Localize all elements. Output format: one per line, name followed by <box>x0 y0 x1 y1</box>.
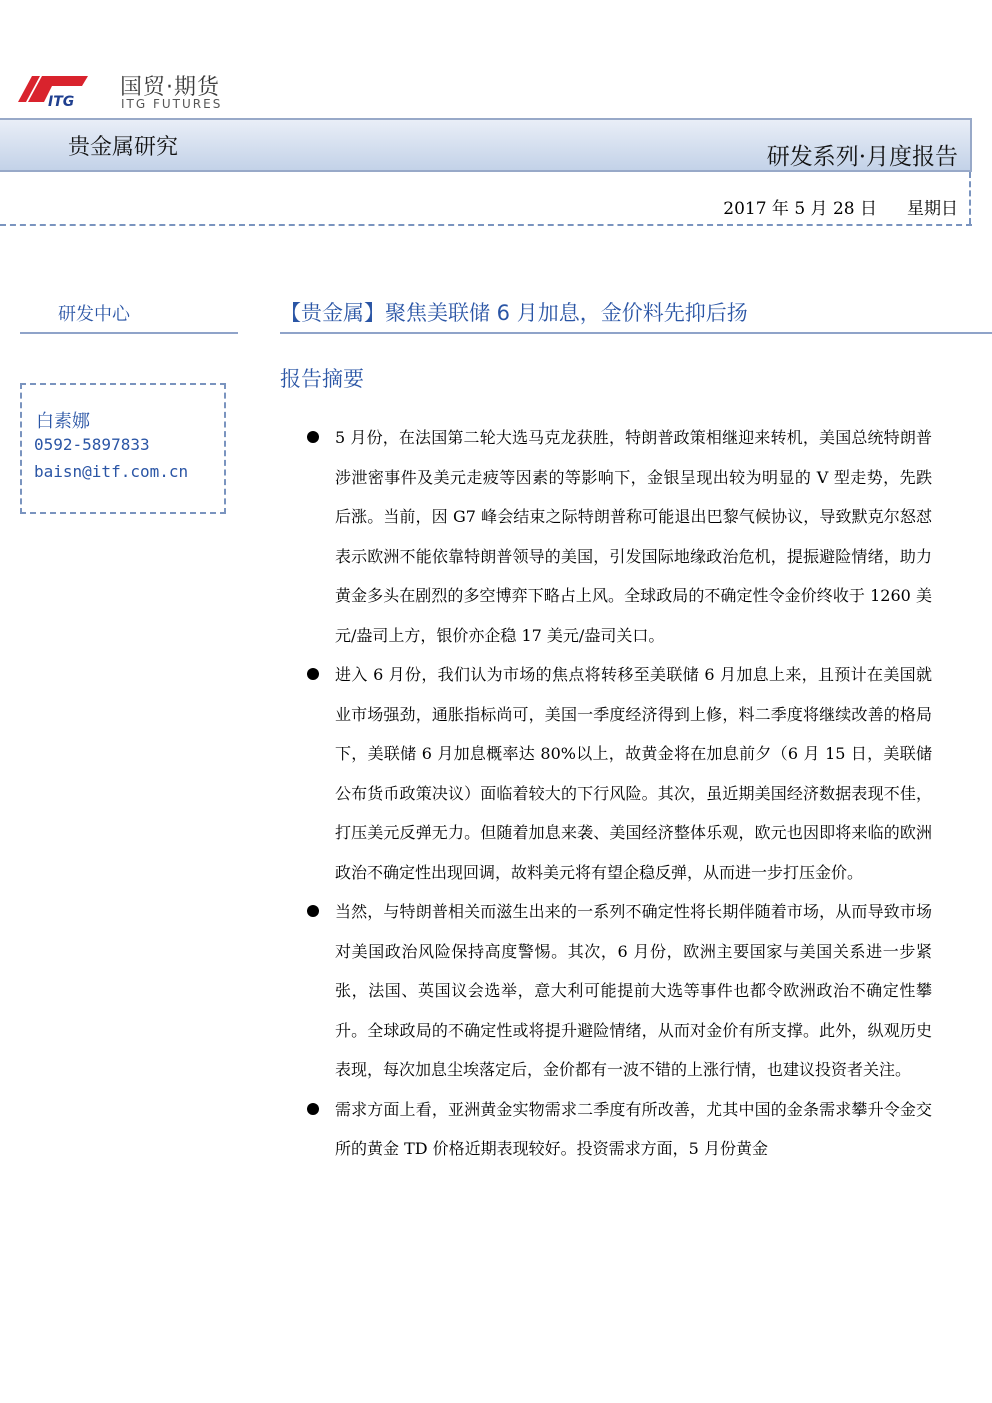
summary-paragraph <box>306 655 932 892</box>
paragraph-text: 进入 6 月份，我们认为市场的焦点将转移至美联储 6 月加息上来，且预计在美国就业市场强劲，通胀指标尚可，美国一季度经济得到上修，料二季度将继续改善的格局下，美联储 6 月加息概率达 80%以上，故黄金将在加息前夕（6 月 15 日，美联储公布货币政策决议）面临着较大的下行风险。其次，虽近期美国经济数据表现不佳，打压美元反弹无力。但随着加息来袭、美国经济整体乐观，欧元也因即将来临的欧洲政治不确定性出现回调，故料美元将有望企稳反弹，从而进一步打压金价。 <box>335 665 932 882</box>
company-logo <box>18 70 223 112</box>
summary-list <box>306 418 932 1169</box>
analyst-phone: 0592-5897833 <box>34 435 150 454</box>
summary-paragraph <box>306 418 932 655</box>
date-divider-horizontal <box>0 224 972 226</box>
bullet-icon <box>307 668 319 680</box>
contact-box <box>20 383 226 514</box>
title-rule <box>280 332 992 334</box>
logo-english-name: ITG FUTURES <box>121 97 223 111</box>
header-banner <box>0 118 972 172</box>
bullet-icon <box>307 1103 319 1115</box>
date-divider-vertical <box>969 172 971 224</box>
report-series: 研发系列·月度报告 <box>766 144 958 170</box>
report-title: 【贵金属】聚焦美联储 6 月加息，金价料先抑后扬 <box>280 301 748 325</box>
bullet-icon <box>307 431 319 443</box>
report-category: 贵金属研究 <box>68 135 179 160</box>
sidebar-title: 研发中心 <box>58 304 130 325</box>
logo-mark-text: ITG <box>48 94 75 110</box>
report-date <box>723 194 958 219</box>
paragraph-text: 5 月份，在法国第二轮大选马克龙获胜，特朗普政策相继迎来转机，美国总统特朗普涉泄密事件及美元走疲等因素的等影响下，金银呈现出较为明显的 V 型走势，先跌后涨。当前，因 G7 峰会结束之际特朗普称可能退出巴黎气候协议，导致默克尔怒怼表示欧洲不能依靠特朗普领导的美国，引发国际地缘政治危机，提振避险情绪，助力黄金多头在剧烈的多空博弈下略占上风。全球政局的不确定性令金价终收于 1260 美元/盎司上方，银价亦企稳 17 美元/盎司关口。 <box>335 428 932 645</box>
summary-paragraph <box>306 892 932 1090</box>
weekday-text: 星期日 <box>907 199 958 219</box>
analyst-name: 白素娜 <box>36 411 90 432</box>
paragraph-text: 需求方面上看，亚洲黄金实物需求二季度有所改善，尤其中国的金条需求攀升令金交所的黄金 TD 价格近期表现较好。投资需求方面，5 月份黄金 <box>335 1099 932 1158</box>
analyst-email[interactable]: baisn@itf.com.cn <box>34 462 189 481</box>
logo-chinese-name: 国贸·期货 <box>120 75 220 100</box>
summary-paragraph <box>306 1090 932 1169</box>
summary-heading: 报告摘要 <box>280 367 364 391</box>
itg-logo-icon <box>18 72 90 110</box>
date-text: 2017 年 5 月 28 日 <box>723 199 877 219</box>
sidebar-rule <box>20 332 238 334</box>
paragraph-text: 当然，与特朗普相关而滋生出来的一系列不确定性将长期伴随着市场，从而导致市场对美国政治风险保持高度警惕。其次，6 月份，欧洲主要国家与美国关系进一步紧张，法国、英国议会选举，意大利可能提前大选等事件也都令欧洲政治不确定性攀升。全球政局的不确定性或将提升避险情绪，从而对金价有所支撑。此外，纵观历史表现，每次加息尘埃落定后，金价都有一波不错的上涨行情，也建议投资者关注。 <box>335 902 932 1079</box>
bullet-icon <box>307 905 319 917</box>
